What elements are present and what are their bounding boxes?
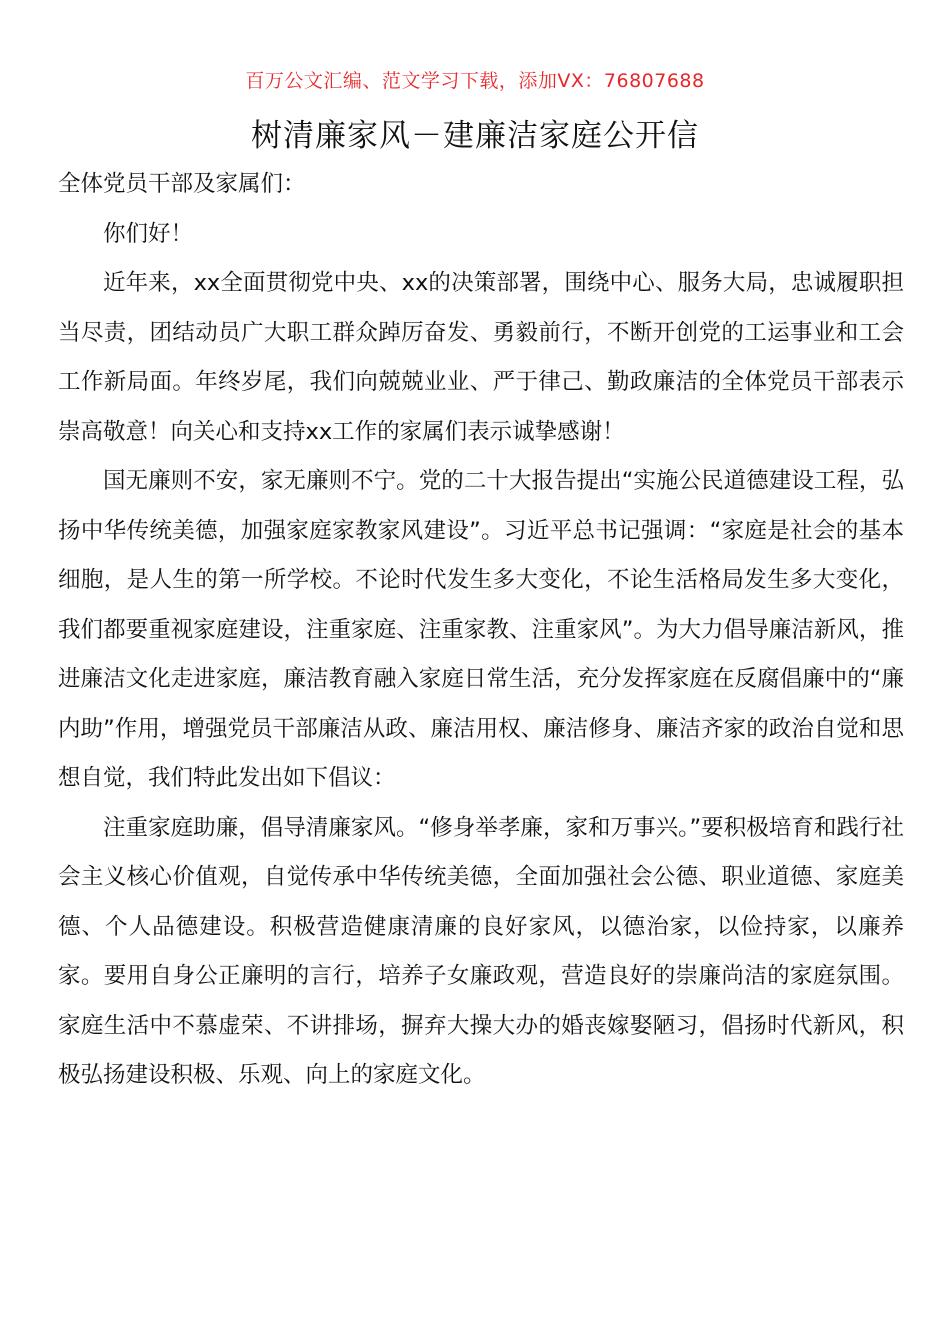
paragraph-background: 国无廉则不安，家无廉则不宁。党的二十大报告提出“实施公民道德建设工程，弘扬中华传统美德，加强家庭家教家风建设”。习近平总书记强调：“家庭是社会的基本细胞，是人生的第一所学校。不论时代发生多大变化，不论生活格局发生多大变化，我们都要重视家庭建设，注重家庭、注重家教、注重家风”。为大力倡导廉洁新风，推进廉洁文化走进家庭，廉洁教育融入家庭日常生活，充分发挥家庭在反腐倡廉中的“廉内助”作用，增强党员干部廉洁从政、廉洁用权、廉洁修身、廉洁齐家的政治自觉和思想自觉，我们特此发出如下倡议： [58, 468, 904, 791]
paragraph-greeting: 你们好！ [103, 220, 194, 247]
document-title: 树清廉家风－建廉洁家庭公开信 [251, 118, 699, 154]
paragraph-initiative-1: 注重家庭助廉，倡导清廉家风。“修身举孝廉，家和万事兴。”要积极培育和践行社会主义核心价值观，自觉传承中华传统美德，全面加强社会公德、职业道德、家庭美德、个人品德建设。积极营造健康清廉的良好家风，以德治家，以俭持家，以廉养家。要用自身公正廉明的言行，培养子女廉政观，营造良好的崇廉尚洁的家庭氛围。家庭生活中不慕虚荣、不讲排场，摒弃大操大办的婚丧嫁娶陋习，倡扬时代新风，积极弘扬建设积极、乐观、向上的家庭文化。 [58, 814, 904, 1088]
salutation: 全体党员干部及家属们： [58, 171, 306, 197]
paragraph-intro: 近年来，xx全面贯彻党中央、xx的决策部署，围绕中心、服务大局，忠诚履职担当尽责，团结动员广大职工群众踔厉奋发、勇毅前行，不断开创党的工运事业和工会工作新局面。年终岁尾，我们向兢兢业业、严于律己、勤政廉洁的全体党员干部表示崇高敬意！向关心和支持xx工作的家属们表示诚挚感谢！ [58, 270, 904, 445]
letter-body [58, 160, 904, 1101]
header-watermark-note: 百万公文汇编、范文学习下载，添加VX：76807688 [245, 70, 705, 92]
